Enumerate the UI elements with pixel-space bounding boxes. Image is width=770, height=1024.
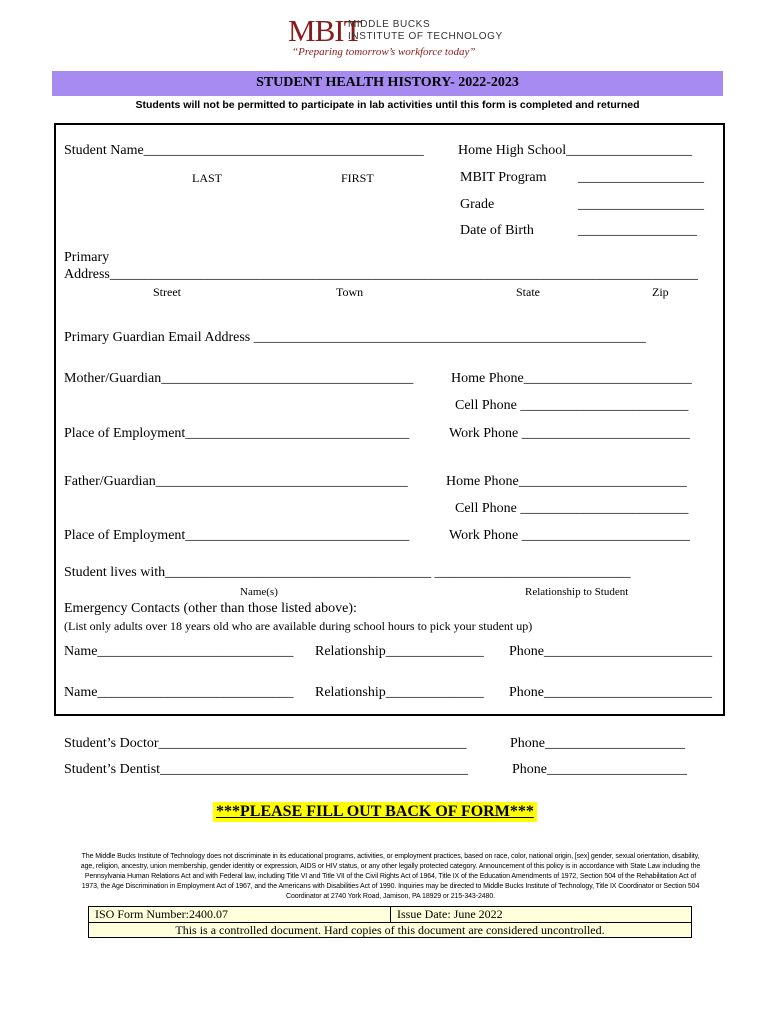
mbit-logo xyxy=(288,13,503,60)
contact2-phone-field[interactable]: Phone________________________ xyxy=(509,685,712,700)
father-cell-phone-field[interactable]: Cell Phone ________________________ xyxy=(455,501,689,516)
dob-field[interactable]: _________________ xyxy=(578,223,697,238)
mother-guardian-field[interactable]: Mother/Guardian____________________________________ xyxy=(64,371,414,386)
primary-label: Primary xyxy=(64,250,110,265)
state-label: State xyxy=(516,285,540,299)
back-of-form-warning: ***PLEASE FILL OUT BACK OF FORM*** xyxy=(213,802,537,822)
dob-label: Date of Birth xyxy=(460,223,534,238)
iso-issue-date: Issue Date: June 2022 xyxy=(391,907,691,923)
contact1-name-field[interactable]: Name____________________________ xyxy=(64,644,294,659)
contact1-relationship-field[interactable]: Relationship______________ xyxy=(315,644,484,659)
father-home-phone-field[interactable]: Home Phone________________________ xyxy=(446,474,687,489)
iso-table xyxy=(88,906,692,938)
father-work-phone-field[interactable]: Work Phone ________________________ xyxy=(449,528,690,543)
doctor-field[interactable]: Student’s Doctor____________________________________________ xyxy=(64,736,467,751)
town-label: Town xyxy=(336,285,364,299)
lives-with-field[interactable]: Student lives with______________________________________ ____________________________ xyxy=(64,565,631,580)
father-guardian-field[interactable]: Father/Guardian____________________________________ xyxy=(64,474,408,489)
logo-mark: MBIT xyxy=(288,13,362,48)
title-banner xyxy=(52,71,723,96)
guardian-email-field[interactable]: Primary Guardian Email Address ________________________________________________________ xyxy=(64,330,646,345)
address-field[interactable]: Address____________________________________________________________________________________ xyxy=(64,267,698,282)
contact1-phone-field[interactable]: Phone________________________ xyxy=(509,644,712,659)
iso-form-number: ISO Form Number:2400.07 xyxy=(89,907,391,923)
doctor-phone-field[interactable]: Phone____________________ xyxy=(510,736,685,751)
mbit-program-field[interactable]: __________________ xyxy=(578,170,704,185)
logo-name-line1: MIDDLE BUCKS xyxy=(348,19,431,30)
mother-employment-field[interactable]: Place of Employment________________________________ xyxy=(64,426,410,441)
mbit-program-label: MBIT Program xyxy=(460,170,547,185)
relationship-to-student-label: Relationship to Student xyxy=(525,586,629,598)
street-label: Street xyxy=(153,285,181,299)
emergency-heading: Emergency Contacts (other than those listed above): xyxy=(64,601,357,616)
page-title: STUDENT HEALTH HISTORY- 2022-2023 xyxy=(256,75,519,90)
student-name-field[interactable]: Student Name________________________________________ xyxy=(64,143,424,158)
mother-cell-phone-field[interactable]: Cell Phone ________________________ xyxy=(455,398,689,413)
zip-label: Zip xyxy=(652,285,669,299)
mother-work-phone-field[interactable]: Work Phone ________________________ xyxy=(449,426,690,441)
last-label: LAST xyxy=(192,171,222,185)
logo-tagline: “Preparing tomorrow’s workforce today” xyxy=(292,46,476,58)
non-discrimination-policy: The Middle Bucks Institute of Technology does not discriminate in its educational programs, activities, or employment practices, based on race, color, national origin, [sex] gender, sexual orientation, disability, age, religion, ancestry, union membership, gender identity or expression, AIDS or HIV status, or any other legally protected category. Announcement of this policy is in accordance with State Law including the Pennsylvania Human Relations Act and with Federal law, including Title VI and Title VII of the Civil Rights Act of 1964, Title IX of the Education Amendments of 1972, Section 504 of the Rehabilitation Act of 1973, the Age Discrimination in Employment Act of 1967, and the Americans with Disabilities Act of 1990. Inquiries may be directed to Middle Bucks Institute of Technology, Title IX Coordinator or Section 504 Coordinator at 2740 York Road, Jamison, PA 18929 or 215-343-2480. xyxy=(80,853,701,900)
names-label: Name(s) xyxy=(240,586,278,598)
logo-name-line2: INSTITUTE OF TECHNOLOGY xyxy=(348,31,503,42)
dentist-field[interactable]: Student’s Dentist____________________________________________ xyxy=(64,762,469,777)
dentist-phone-field[interactable]: Phone____________________ xyxy=(512,762,687,777)
emergency-note: (List only adults over 18 years old who are available during school hours to pick your student up) xyxy=(64,619,533,633)
iso-controlled-note: This is a controlled document. Hard copies of this document are considered uncontrolled. xyxy=(175,923,605,937)
grade-label: Grade xyxy=(460,197,495,212)
contact2-relationship-field[interactable]: Relationship______________ xyxy=(315,685,484,700)
grade-field[interactable]: __________________ xyxy=(578,197,704,212)
father-employment-field[interactable]: Place of Employment________________________________ xyxy=(64,528,410,543)
first-label: FIRST xyxy=(341,171,374,185)
home-high-school-field[interactable]: Home High School__________________ xyxy=(458,143,693,158)
mother-home-phone-field[interactable]: Home Phone________________________ xyxy=(451,371,692,386)
subtitle-notice: Students will not be permitted to participate in lab activities until this form is completed and returned xyxy=(135,99,640,111)
contact2-name-field[interactable]: Name____________________________ xyxy=(64,685,294,700)
